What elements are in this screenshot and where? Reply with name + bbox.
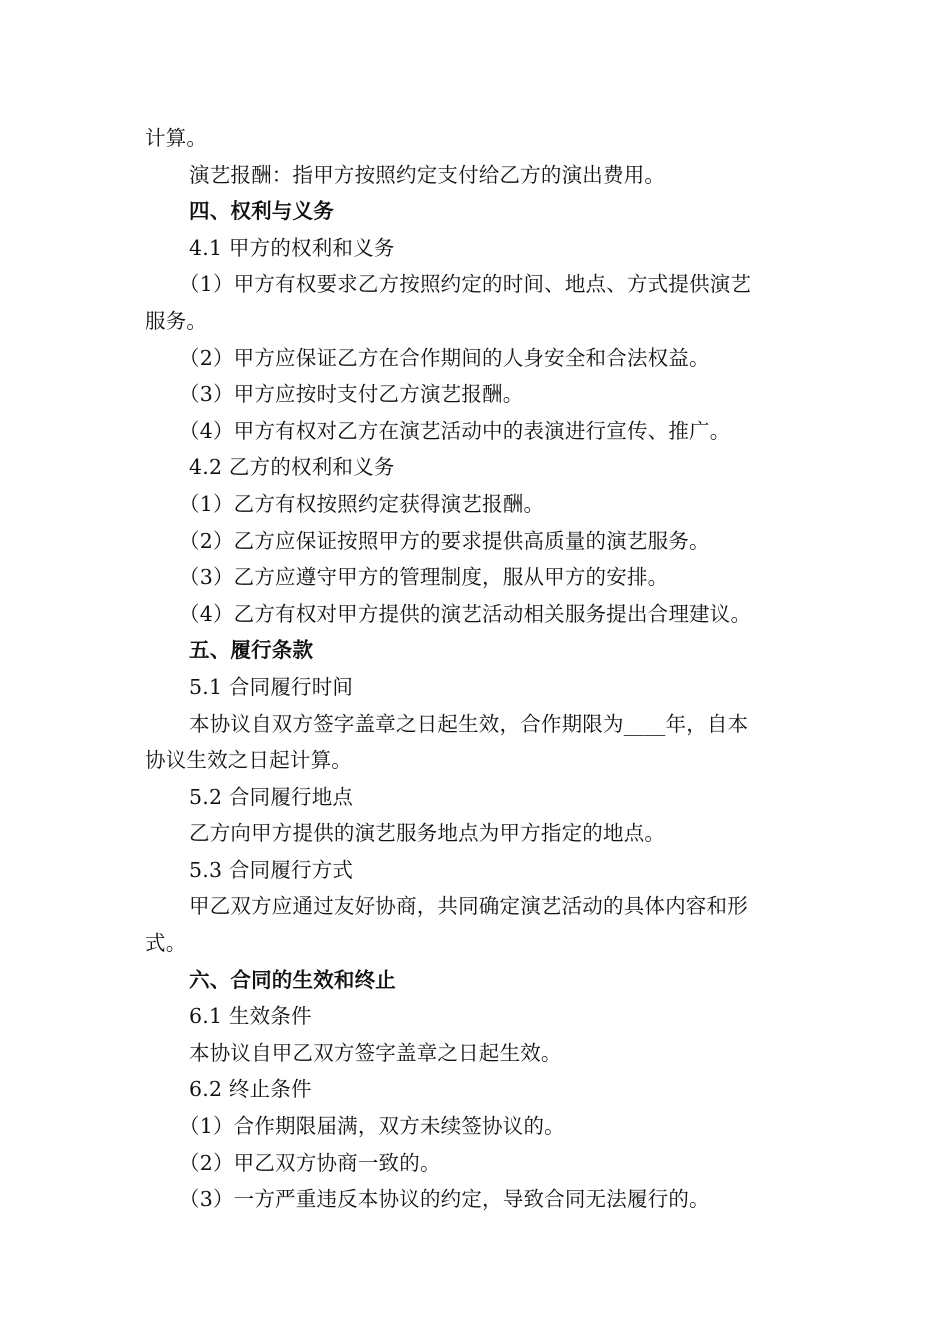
section-heading: 六、合同的生效和终止	[189, 967, 396, 992]
section-heading: 四、权利与义务	[189, 199, 334, 224]
text-line: 甲乙双方应通过友好协商，共同确定演艺活动的具体内容和形	[189, 894, 748, 919]
list-item: （1）甲方有权要求乙方按照约定的时间、地点、方式提供演艺	[179, 272, 752, 297]
text-line: 本协议自甲乙双方签字盖章之日起生效。	[189, 1040, 562, 1065]
text-line: 计算。	[145, 126, 208, 150]
list-item: （2）甲乙双方协商一致的。	[179, 1150, 441, 1175]
text-line: 式。	[145, 931, 187, 956]
text-line: 演艺报酬：指甲方按照约定支付给乙方的演出费用。	[189, 162, 666, 187]
text-line: 乙方向甲方提供的演艺服务地点为甲方指定的地点。	[189, 821, 666, 846]
list-item: （4）乙方有权对甲方提供的演艺活动相关服务提出合理建议。	[179, 601, 752, 626]
subsection-heading: 6.1 生效条件	[189, 1004, 312, 1029]
list-item: （2）乙方应保证按照甲方的要求提供高质量的演艺服务。	[179, 528, 710, 553]
subsection-heading: 6.2 终止条件	[189, 1077, 312, 1102]
list-item: （1）合作期限届满，双方未续签协议的。	[179, 1114, 565, 1139]
list-item: （1）乙方有权按照约定获得演艺报酬。	[179, 491, 545, 516]
list-item: （3）乙方应遵守甲方的管理制度，服从甲方的安排。	[179, 565, 669, 590]
text-line: 本协议自双方签字盖章之日起生效，合作期限为____年，自本	[189, 711, 749, 736]
list-item: （3）甲方应按时支付乙方演艺报酬。	[179, 382, 524, 407]
document-body	[145, 120, 807, 1218]
subsection-heading: 5.2 合同履行地点	[189, 784, 354, 809]
subsection-heading: 5.1 合同履行时间	[189, 674, 354, 699]
list-item: （4）甲方有权对乙方在演艺活动中的表演进行宣传、推广。	[179, 418, 731, 443]
text-line: 协议生效之日起计算。	[145, 748, 352, 773]
text-line: 服务。	[145, 308, 208, 333]
subsection-heading: 4.1 甲方的权利和义务	[189, 235, 395, 260]
subsection-heading: 4.2 乙方的权利和义务	[189, 455, 395, 480]
list-item: （2）甲方应保证乙方在合作期间的人身安全和合法权益。	[179, 345, 710, 370]
subsection-heading: 5.3 合同履行方式	[189, 857, 354, 882]
list-item: （3）一方严重违反本协议的约定，导致合同无法履行的。	[179, 1187, 710, 1212]
section-heading: 五、履行条款	[189, 638, 314, 663]
